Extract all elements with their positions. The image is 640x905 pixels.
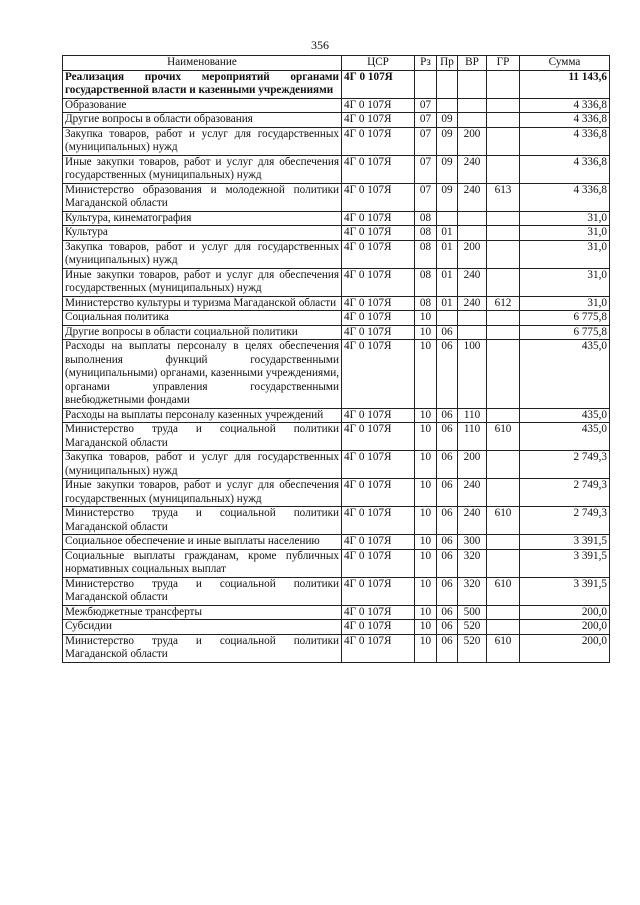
row-vr-cell: [458, 311, 487, 326]
row-vr-cell: 520: [458, 634, 487, 662]
row-sum-cell: 4 336,8: [520, 183, 610, 211]
row-vr-cell: 110: [458, 423, 487, 451]
row-vr-cell: 200: [458, 127, 487, 155]
row-rz-cell: 10: [415, 605, 437, 620]
row-sum-cell: 31,0: [520, 268, 610, 296]
row-sum-cell: 3 391,5: [520, 577, 610, 605]
row-name-cell: Министерство труда и социальной политики Магаданской области: [63, 507, 342, 535]
row-sum-cell: 2 749,3: [520, 451, 610, 479]
row-csr-cell: 4Г 0 107Я: [342, 325, 415, 340]
row-sum-cell: 2 749,3: [520, 507, 610, 535]
row-rz-cell: [415, 70, 437, 98]
row-name-cell: Иные закупки товаров, работ и услуг для обеспечения государственных (муниципальных) нужд: [63, 155, 342, 183]
table-row: [63, 296, 610, 311]
row-rz-cell: 10: [415, 423, 437, 451]
row-vr-cell: [458, 113, 487, 128]
row-name-cell: Иные закупки товаров, работ и услуг для обеспечения государственных (муниципальных) нужд: [63, 479, 342, 507]
row-rz-cell: 08: [415, 226, 437, 241]
row-pr-cell: 06: [437, 423, 458, 451]
row-pr-cell: 09: [437, 183, 458, 211]
row-gr-cell: [487, 549, 520, 577]
row-csr-cell: 4Г 0 107Я: [342, 183, 415, 211]
row-sum-cell: 435,0: [520, 423, 610, 451]
table-header-row: [63, 56, 610, 71]
table-row: [63, 311, 610, 326]
row-csr-cell: 4Г 0 107Я: [342, 451, 415, 479]
row-sum-cell: 200,0: [520, 605, 610, 620]
row-pr-cell: 09: [437, 113, 458, 128]
row-csr-cell: 4Г 0 107Я: [342, 311, 415, 326]
header-rz: Рз: [415, 56, 437, 71]
row-csr-cell: 4Г 0 107Я: [342, 296, 415, 311]
table-row: [63, 155, 610, 183]
row-csr-cell: 4Г 0 107Я: [342, 155, 415, 183]
row-rz-cell: 10: [415, 311, 437, 326]
table-row: [63, 451, 610, 479]
table-row: [63, 98, 610, 113]
row-vr-cell: 100: [458, 340, 487, 409]
row-pr-cell: 09: [437, 127, 458, 155]
row-sum-cell: 31,0: [520, 240, 610, 268]
budget-table: [62, 55, 610, 663]
row-name-cell: Министерство образования и молодежной политики Магаданской области: [63, 183, 342, 211]
table-row: [63, 211, 610, 226]
row-csr-cell: 4Г 0 107Я: [342, 549, 415, 577]
row-name-cell: Министерство культуры и туризма Магаданской области: [63, 296, 342, 311]
row-name-cell: Иные закупки товаров, работ и услуг для обеспечения государственных (муниципальных) нужд: [63, 268, 342, 296]
row-pr-cell: [437, 311, 458, 326]
row-name-cell: Социальное обеспечение и иные выплаты населению: [63, 535, 342, 550]
row-vr-cell: 240: [458, 155, 487, 183]
row-gr-cell: [487, 268, 520, 296]
table-row: [63, 634, 610, 662]
row-gr-cell: 610: [487, 577, 520, 605]
row-gr-cell: 613: [487, 183, 520, 211]
table-row: [63, 113, 610, 128]
row-sum-cell: 200,0: [520, 620, 610, 635]
row-csr-cell: 4Г 0 107Я: [342, 211, 415, 226]
row-csr-cell: 4Г 0 107Я: [342, 340, 415, 409]
row-name-cell: Социальные выплаты гражданам, кроме публичных нормативных социальных выплат: [63, 549, 342, 577]
row-sum-cell: 435,0: [520, 408, 610, 423]
row-pr-cell: 01: [437, 268, 458, 296]
row-rz-cell: 07: [415, 98, 437, 113]
row-gr-cell: [487, 325, 520, 340]
row-vr-cell: [458, 211, 487, 226]
row-pr-cell: 06: [437, 605, 458, 620]
row-pr-cell: [437, 98, 458, 113]
row-csr-cell: 4Г 0 107Я: [342, 577, 415, 605]
row-pr-cell: 01: [437, 240, 458, 268]
row-sum-cell: 435,0: [520, 340, 610, 409]
row-name-cell: Другие вопросы в области социальной политики: [63, 325, 342, 340]
row-csr-cell: 4Г 0 107Я: [342, 535, 415, 550]
row-csr-cell: 4Г 0 107Я: [342, 127, 415, 155]
row-name-cell: Образование: [63, 98, 342, 113]
row-pr-cell: 06: [437, 507, 458, 535]
header-gr: ГР: [487, 56, 520, 71]
row-csr-cell: 4Г 0 107Я: [342, 226, 415, 241]
row-rz-cell: 10: [415, 479, 437, 507]
row-gr-cell: [487, 98, 520, 113]
row-rz-cell: 10: [415, 535, 437, 550]
row-rz-cell: 07: [415, 183, 437, 211]
row-csr-cell: 4Г 0 107Я: [342, 408, 415, 423]
row-vr-cell: 200: [458, 451, 487, 479]
table-row: [63, 240, 610, 268]
row-gr-cell: 610: [487, 507, 520, 535]
row-pr-cell: 06: [437, 451, 458, 479]
row-name-cell: Другие вопросы в области образования: [63, 113, 342, 128]
row-vr-cell: 240: [458, 479, 487, 507]
row-gr-cell: [487, 620, 520, 635]
row-pr-cell: 06: [437, 408, 458, 423]
row-vr-cell: [458, 226, 487, 241]
table-row: [63, 408, 610, 423]
row-name-cell: Социальная политика: [63, 311, 342, 326]
row-sum-cell: 200,0: [520, 634, 610, 662]
row-rz-cell: 07: [415, 113, 437, 128]
row-sum-cell: 11 143,6: [520, 70, 610, 98]
row-gr-cell: [487, 340, 520, 409]
row-rz-cell: 10: [415, 577, 437, 605]
row-gr-cell: [487, 408, 520, 423]
row-sum-cell: 31,0: [520, 226, 610, 241]
row-gr-cell: [487, 113, 520, 128]
table-row: [63, 605, 610, 620]
table-row: [63, 226, 610, 241]
row-name-cell: Расходы на выплаты персоналу казенных учреждений: [63, 408, 342, 423]
row-rz-cell: 08: [415, 211, 437, 226]
row-csr-cell: 4Г 0 107Я: [342, 479, 415, 507]
table-row: [63, 479, 610, 507]
row-name-cell: Расходы на выплаты персоналу в целях обеспечения выполнения функций государственными (муниципальными) органами, казенными учреждениями, органами управления государственными внебюджетными фондами: [63, 340, 342, 409]
table-body: [63, 70, 610, 662]
row-pr-cell: 06: [437, 549, 458, 577]
row-csr-cell: 4Г 0 107Я: [342, 507, 415, 535]
row-name-cell: Закупка товаров, работ и услуг для государственных (муниципальных) нужд: [63, 127, 342, 155]
row-pr-cell: 01: [437, 226, 458, 241]
row-pr-cell: 06: [437, 479, 458, 507]
row-rz-cell: 10: [415, 634, 437, 662]
header-csr: ЦСР: [342, 56, 415, 71]
row-rz-cell: 10: [415, 620, 437, 635]
row-pr-cell: 06: [437, 577, 458, 605]
row-name-cell: Межбюджетные трансферты: [63, 605, 342, 620]
row-name-cell: Министерство труда и социальной политики Магаданской области: [63, 423, 342, 451]
row-sum-cell: 4 336,8: [520, 113, 610, 128]
row-gr-cell: [487, 605, 520, 620]
row-csr-cell: 4Г 0 107Я: [342, 605, 415, 620]
row-gr-cell: [487, 240, 520, 268]
row-pr-cell: [437, 211, 458, 226]
row-sum-cell: 31,0: [520, 296, 610, 311]
page-number: 356: [311, 38, 329, 52]
row-vr-cell: 320: [458, 577, 487, 605]
row-name-cell: Культура: [63, 226, 342, 241]
table-row: [63, 183, 610, 211]
row-rz-cell: 08: [415, 296, 437, 311]
row-name-cell: Закупка товаров, работ и услуг для государственных (муниципальных) нужд: [63, 451, 342, 479]
row-name-cell: Министерство труда и социальной политики Магаданской области: [63, 634, 342, 662]
table-row: [63, 535, 610, 550]
row-csr-cell: 4Г 0 107Я: [342, 240, 415, 268]
header-sum: Сумма: [520, 56, 610, 71]
table-row: [63, 549, 610, 577]
row-gr-cell: [487, 70, 520, 98]
row-name-cell: Культура, кинематография: [63, 211, 342, 226]
row-sum-cell: 4 336,8: [520, 127, 610, 155]
row-sum-cell: 31,0: [520, 211, 610, 226]
row-sum-cell: 3 391,5: [520, 549, 610, 577]
row-sum-cell: 3 391,5: [520, 535, 610, 550]
table-row: [63, 70, 610, 98]
row-vr-cell: 520: [458, 620, 487, 635]
row-vr-cell: 500: [458, 605, 487, 620]
row-rz-cell: 07: [415, 155, 437, 183]
row-name-cell: Министерство труда и социальной политики Магаданской области: [63, 577, 342, 605]
row-sum-cell: 6 775,8: [520, 325, 610, 340]
row-vr-cell: [458, 98, 487, 113]
row-rz-cell: 10: [415, 340, 437, 409]
row-pr-cell: 01: [437, 296, 458, 311]
table-row: [63, 127, 610, 155]
row-rz-cell: 07: [415, 127, 437, 155]
row-sum-cell: 4 336,8: [520, 98, 610, 113]
row-gr-cell: [487, 226, 520, 241]
row-gr-cell: [487, 535, 520, 550]
row-rz-cell: 10: [415, 325, 437, 340]
row-gr-cell: [487, 155, 520, 183]
row-rz-cell: 10: [415, 507, 437, 535]
row-pr-cell: 06: [437, 535, 458, 550]
table-row: [63, 325, 610, 340]
row-csr-cell: 4Г 0 107Я: [342, 113, 415, 128]
row-gr-cell: [487, 311, 520, 326]
row-pr-cell: 06: [437, 340, 458, 409]
row-gr-cell: 612: [487, 296, 520, 311]
row-rz-cell: 10: [415, 549, 437, 577]
row-gr-cell: [487, 211, 520, 226]
row-vr-cell: 240: [458, 296, 487, 311]
table-row: [63, 507, 610, 535]
row-pr-cell: 06: [437, 325, 458, 340]
table-row: [63, 620, 610, 635]
row-vr-cell: 200: [458, 240, 487, 268]
row-csr-cell: 4Г 0 107Я: [342, 620, 415, 635]
row-sum-cell: 4 336,8: [520, 155, 610, 183]
row-name-cell: Субсидии: [63, 620, 342, 635]
row-pr-cell: 06: [437, 634, 458, 662]
row-sum-cell: 6 775,8: [520, 311, 610, 326]
row-csr-cell: 4Г 0 107Я: [342, 634, 415, 662]
row-csr-cell: 4Г 0 107Я: [342, 98, 415, 113]
row-rz-cell: 10: [415, 408, 437, 423]
row-sum-cell: 2 749,3: [520, 479, 610, 507]
row-vr-cell: 320: [458, 549, 487, 577]
row-csr-cell: 4Г 0 107Я: [342, 70, 415, 98]
row-gr-cell: 610: [487, 634, 520, 662]
row-name-cell: Закупка товаров, работ и услуг для государственных (муниципальных) нужд: [63, 240, 342, 268]
row-pr-cell: [437, 70, 458, 98]
row-gr-cell: [487, 451, 520, 479]
row-vr-cell: [458, 70, 487, 98]
row-gr-cell: 610: [487, 423, 520, 451]
row-gr-cell: [487, 127, 520, 155]
row-vr-cell: 240: [458, 183, 487, 211]
header-pr: Пр: [437, 56, 458, 71]
header-name: Наименование: [63, 56, 342, 71]
table-row: [63, 268, 610, 296]
row-rz-cell: 08: [415, 268, 437, 296]
row-csr-cell: 4Г 0 107Я: [342, 423, 415, 451]
row-vr-cell: 110: [458, 408, 487, 423]
row-pr-cell: 06: [437, 620, 458, 635]
row-rz-cell: 08: [415, 240, 437, 268]
header-vr: ВР: [458, 56, 487, 71]
row-vr-cell: [458, 325, 487, 340]
row-pr-cell: 09: [437, 155, 458, 183]
row-rz-cell: 10: [415, 451, 437, 479]
table-row: [63, 423, 610, 451]
table-row: [63, 577, 610, 605]
row-vr-cell: 240: [458, 268, 487, 296]
row-csr-cell: 4Г 0 107Я: [342, 268, 415, 296]
row-name-cell: Реализация прочих мероприятий органами государственной власти и казенными учреждениями: [63, 70, 342, 98]
table-row: [63, 340, 610, 409]
row-vr-cell: 240: [458, 507, 487, 535]
row-gr-cell: [487, 479, 520, 507]
row-vr-cell: 300: [458, 535, 487, 550]
